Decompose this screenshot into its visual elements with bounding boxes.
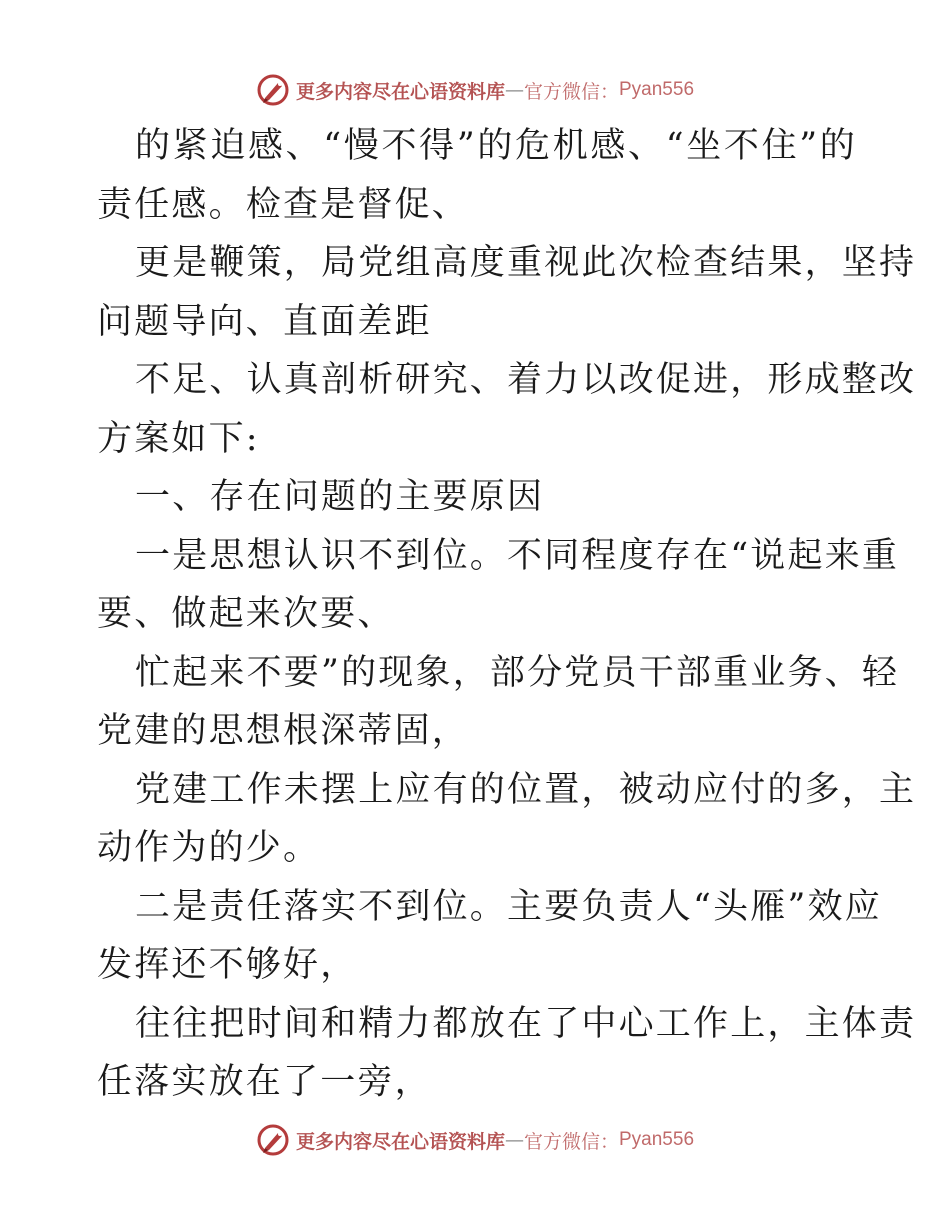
footer-watermark xyxy=(0,1120,950,1160)
watermark-site-text: 更多内容尽在心语资料库 xyxy=(295,80,505,103)
text-line: 二是责任落实不到位。主要负责人“头雁”效应 xyxy=(135,886,882,927)
text-line: 责任感。检查是督促、 xyxy=(97,184,470,225)
watermark-contact-label: 官方微信： xyxy=(523,1130,619,1153)
text-line: 不足、认真剖析研究、着力以改促进，形成整改 xyxy=(135,360,917,400)
text-line: 发挥还不够好， xyxy=(97,945,358,985)
text-line: 方案如下: xyxy=(97,418,260,459)
text-line: 问题导向、直面差距 xyxy=(97,301,432,342)
pen-logo-icon xyxy=(256,73,290,107)
text-line: 党建工作未摆上应有的位置，被动应付的多，主 xyxy=(135,769,917,810)
watermark-contact-id: Pyan556 xyxy=(619,79,695,100)
watermark-site-text: 更多内容尽在心语资料库 xyxy=(295,1130,505,1153)
text-line: 更是鞭策，局党组高度重视此次检查结果，坚持 xyxy=(135,243,917,283)
text-line: 忙起来不要”的现象，部分党员干部重业务、轻 xyxy=(135,652,900,693)
text-line: 要、做起来次要、 xyxy=(97,594,395,634)
watermark-contact-id: Pyan556 xyxy=(619,1129,695,1150)
text-line: 党建的思想根深蒂固， xyxy=(97,711,470,751)
watermark-contact-label: 官方微信： xyxy=(523,80,619,103)
text-line: 一是思想认识不到位。不同程度存在“说起来重 xyxy=(135,535,900,576)
text-line: 动作为的少。 xyxy=(97,828,321,868)
document-body xyxy=(97,117,917,1112)
watermark-separator: — xyxy=(504,79,524,101)
text-line: 往往把时间和精力都放在了中心工作上，主体责 xyxy=(135,1003,917,1044)
text-line: 任落实放在了一旁， xyxy=(97,1062,432,1102)
pen-logo-icon xyxy=(256,1123,290,1157)
text-line: 的紧迫感、“慢不得”的危机感、“坐不住”的 xyxy=(135,126,857,166)
watermark-separator: — xyxy=(504,1129,524,1151)
header-watermark xyxy=(0,70,950,110)
section-heading: 一、存在问题的主要原因 xyxy=(135,477,545,517)
